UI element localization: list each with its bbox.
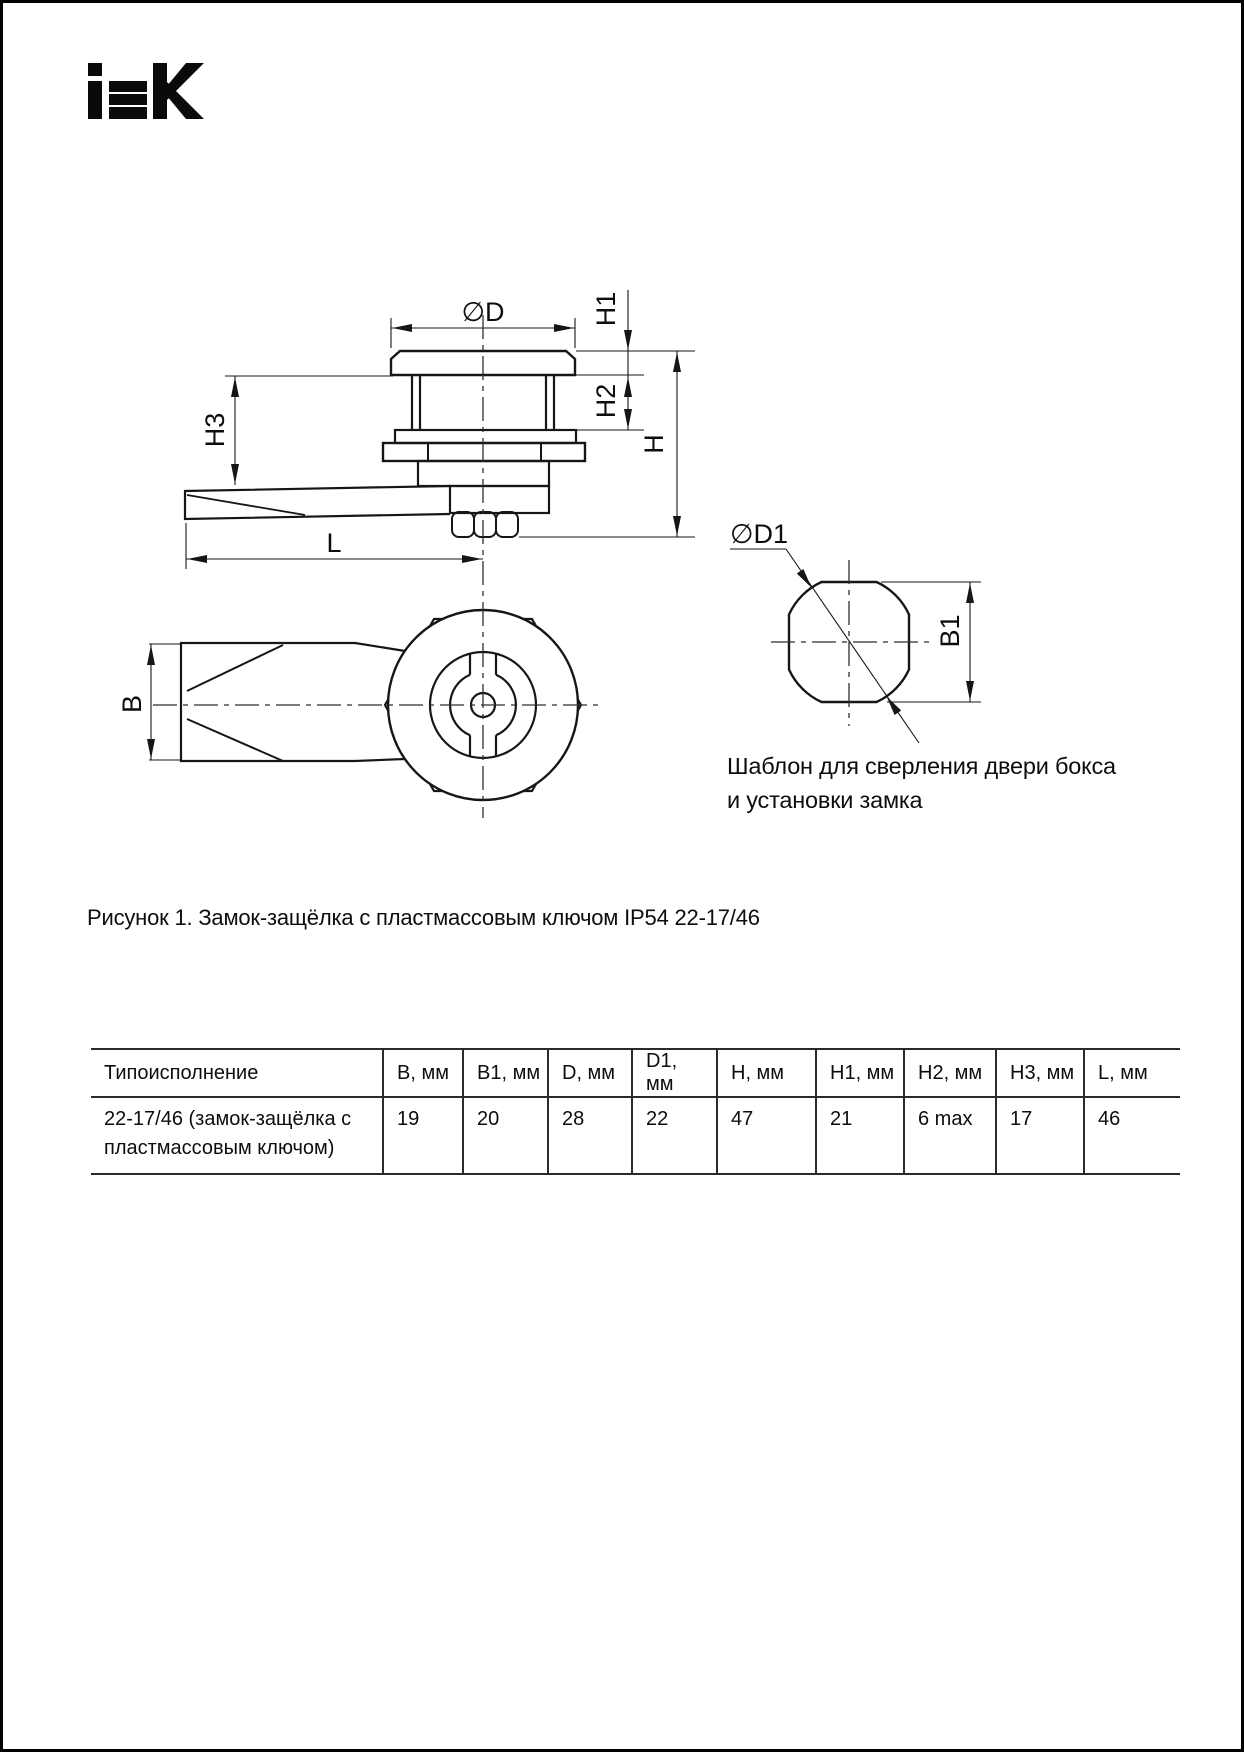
dim-label-h1: H1 — [591, 291, 621, 327]
dim-label-d1: ∅D1 — [730, 519, 789, 549]
col-header-h3: H3, мм — [996, 1049, 1084, 1097]
cell-h2: 6 max — [904, 1097, 996, 1174]
spec-header-row — [91, 1049, 1180, 1097]
technical-drawing — [3, 3, 1244, 1752]
col-header-type: Типоисполнение — [104, 1061, 259, 1084]
col-header-h: H, мм — [717, 1049, 816, 1097]
cell-d1: 22 — [632, 1097, 717, 1174]
template-note — [727, 750, 1116, 817]
side-view — [185, 351, 695, 537]
dim-label-b: B — [117, 694, 147, 714]
dim-label-d: ∅D — [461, 297, 505, 327]
col-header-l: L, мм — [1084, 1049, 1180, 1097]
dim-label-h: H — [639, 434, 669, 454]
template-note-line2: и установки замка — [727, 786, 923, 813]
spec-table — [91, 1048, 1180, 1175]
figure-caption: Рисунок 1. Замок-защёлка с пластмассовым ключом IP54 22-17/46 — [87, 905, 760, 930]
col-header-b1: B1, мм — [463, 1049, 548, 1097]
spec-data-row — [91, 1097, 1180, 1174]
spec-table-wrap — [91, 1048, 1180, 1175]
col-header-h2: H2, мм — [904, 1049, 996, 1097]
dim-label-h3: H3 — [200, 412, 230, 448]
col-header-d: D, мм — [548, 1049, 632, 1097]
dim-label-b1: B1 — [935, 614, 965, 648]
cell-l: 46 — [1084, 1097, 1180, 1174]
dim-label-h2: H2 — [591, 383, 621, 419]
col-header-h1: H1, мм — [816, 1049, 904, 1097]
cell-d: 28 — [548, 1097, 632, 1174]
col-header-d1: D1, мм — [632, 1049, 717, 1097]
template-note-line1: Шаблон для сверления двери бокса — [727, 753, 1116, 779]
cell-b1: 20 — [463, 1097, 548, 1174]
cell-h3: 17 — [996, 1097, 1084, 1174]
cell-type: 22-17/46 (замок-защёлка с пластмассовым ключом) — [104, 1108, 352, 1159]
cell-b: 19 — [383, 1097, 463, 1174]
cell-h1: 21 — [816, 1097, 904, 1174]
cell-h: 47 — [717, 1097, 816, 1174]
col-header-b: B, мм — [383, 1049, 463, 1097]
dim-label-l: L — [326, 528, 342, 558]
